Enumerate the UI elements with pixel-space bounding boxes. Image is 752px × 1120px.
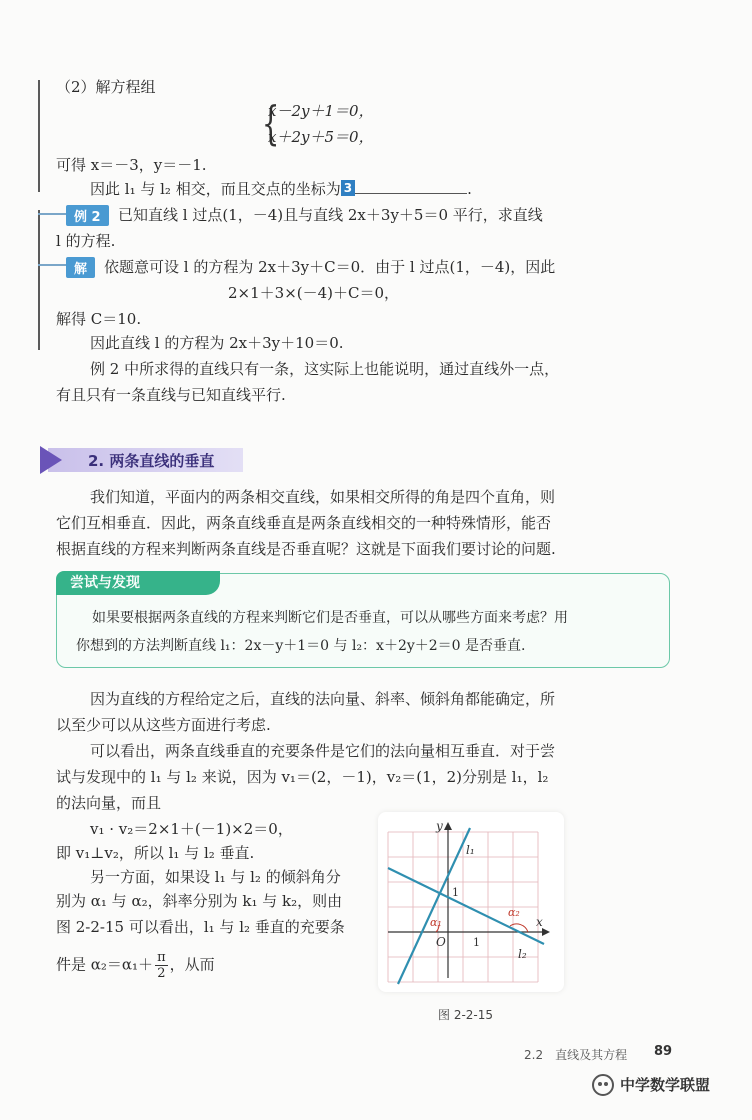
system-eq2: x＋2y＋5＝0， bbox=[268, 128, 374, 146]
l2-label: l₂ bbox=[518, 947, 527, 961]
solution-rule bbox=[38, 264, 68, 266]
blank-number-badge: 3 bbox=[341, 180, 355, 196]
line-l1 bbox=[398, 828, 470, 984]
system-eq1: x－2y＋1＝0， bbox=[268, 102, 374, 120]
y-axis-label: y bbox=[436, 819, 443, 833]
origin-label: O bbox=[436, 935, 446, 949]
body-p3-line1: 另一方面，如果设 l₁ 与 l₂ 的倾斜角分 bbox=[90, 868, 341, 886]
x-tick-label: 1 bbox=[473, 936, 480, 949]
coordinate-figure bbox=[378, 812, 564, 992]
body-p2-line1: 可以看出，两条直线垂直的充要条件是它们的法向量相互垂直．对于尝 bbox=[90, 742, 556, 760]
body-p1-line1: 因为直线的方程给定之后，直线的法向量、斜率、倾斜角都能确定，所 bbox=[90, 690, 556, 708]
part2-solution: 可得 x＝－3，y＝－1. bbox=[56, 156, 207, 174]
body-p3-line4 bbox=[56, 950, 215, 990]
intro-line3: 根据直线的方程来判断两条直线是否垂直呢？这就是下面我们要讨论的问题. bbox=[56, 540, 556, 558]
y-axis-arrow-icon bbox=[444, 822, 452, 830]
part2-conclusion-text: 因此 l₁ 与 l₂ 相交，而且交点的坐标为 bbox=[90, 180, 341, 198]
watermark-text: 中学数学联盟 bbox=[620, 1076, 711, 1094]
x-axis-label: x bbox=[536, 915, 543, 929]
example-rule bbox=[38, 213, 68, 215]
dot-product-equation: v₁ · v₂＝2×1＋(－1)×2＝0， bbox=[90, 820, 293, 838]
conclusion-period: . bbox=[467, 180, 472, 198]
answer-blank bbox=[355, 179, 467, 194]
body-p1-line2: 以至少可以从这些方面进行考虑. bbox=[56, 716, 271, 734]
alpha1-label: α₁ bbox=[430, 916, 442, 929]
remark-line1: 例 2 中所求得的直线只有一条，这实际上也能说明，通过直线外一点， bbox=[90, 360, 560, 378]
explore-tag: 尝试与发现 bbox=[56, 571, 220, 595]
remark-line2: 有且只有一条直线与已知直线平行. bbox=[56, 386, 286, 404]
part2-label: （2）解方程组 bbox=[56, 78, 156, 96]
solution-line3: 解得 C＝10. bbox=[56, 310, 142, 328]
explore-line1: 如果要根据两条直线的方程来判断它们是否垂直，可以从哪些方面来考虑？用 bbox=[92, 610, 568, 626]
page-number: 89 bbox=[654, 1044, 673, 1059]
example-bracket bbox=[38, 210, 40, 350]
x-axis-arrow-icon bbox=[542, 928, 550, 936]
explore-line2: 你想到的方法判断直线 l₁：2x－y＋1＝0 与 l₂：x＋2y＋2＝0 是否垂直. bbox=[76, 638, 526, 654]
solution-line1: 依题意可设 l 的方程为 2x＋3y＋C＝0．由于 l 过点(1，－4)，因此 bbox=[104, 258, 556, 276]
intro-line1: 我们知道，平面内的两条相交直线，如果相交所得的角是四个直角，则 bbox=[90, 488, 556, 506]
alpha2-label: α₂ bbox=[508, 906, 520, 919]
solution-tag: 解 bbox=[66, 257, 95, 278]
y-tick-label: 1 bbox=[452, 886, 459, 899]
section-title: 2. 两条直线的垂直 bbox=[88, 452, 215, 470]
body-p2-line2: 试与发现中的 l₁ 与 l₂ 来说，因为 v₁＝(2，－1)，v₂＝(1，2)分别是 l₁，l₂ bbox=[56, 768, 549, 786]
l1-label: l₁ bbox=[466, 843, 475, 857]
pi-over-2-fraction bbox=[155, 950, 168, 981]
solution-line2: 2×1＋3×(－4)＋C＝0， bbox=[228, 284, 400, 302]
example-text-line2: l 的方程. bbox=[56, 232, 116, 250]
intro-line2: 它们互相垂直．因此，两条直线垂直是两条直线相交的一种特殊情形，能否 bbox=[56, 514, 552, 532]
part2-bracket bbox=[38, 80, 40, 192]
section-heading-arrow-icon bbox=[40, 446, 62, 474]
body-p3-line2: 别为 α₁ 与 α₂，斜率分别为 k₁ 与 k₂，则由 bbox=[56, 892, 343, 910]
figure-panel bbox=[378, 812, 564, 992]
example-text-line1: 已知直线 l 过点(1，－4)且与直线 2x＋3y＋5＝0 平行，求直线 bbox=[118, 206, 543, 224]
condition-tail: ，从而 bbox=[169, 955, 215, 974]
footer-section-title: 2.2 直线及其方程 bbox=[524, 1048, 628, 1062]
body-p2-line3: 的法向量，而且 bbox=[56, 794, 162, 812]
perpendicular-statement: 即 v₁⊥v₂，所以 l₁ 与 l₂ 垂直. bbox=[56, 844, 255, 862]
figure-caption: 图 2-2-15 bbox=[438, 1008, 494, 1022]
condition-text: 件是 α₂＝α₁＋ bbox=[56, 955, 154, 974]
body-p3-line3: 图 2-2-15 可以看出，l₁ 与 l₂ 垂直的充要条 bbox=[56, 918, 345, 936]
example-tag: 例 2 bbox=[66, 205, 109, 226]
part2-conclusion bbox=[90, 178, 472, 200]
section-heading bbox=[40, 446, 245, 474]
fraction-denominator: 2 bbox=[157, 966, 166, 981]
solution-line4: 因此直线 l 的方程为 2x＋3y＋10＝0. bbox=[90, 334, 344, 352]
system-brace: { bbox=[261, 96, 280, 150]
fraction-numerator: π bbox=[157, 950, 166, 965]
wechat-icon bbox=[592, 1074, 614, 1096]
